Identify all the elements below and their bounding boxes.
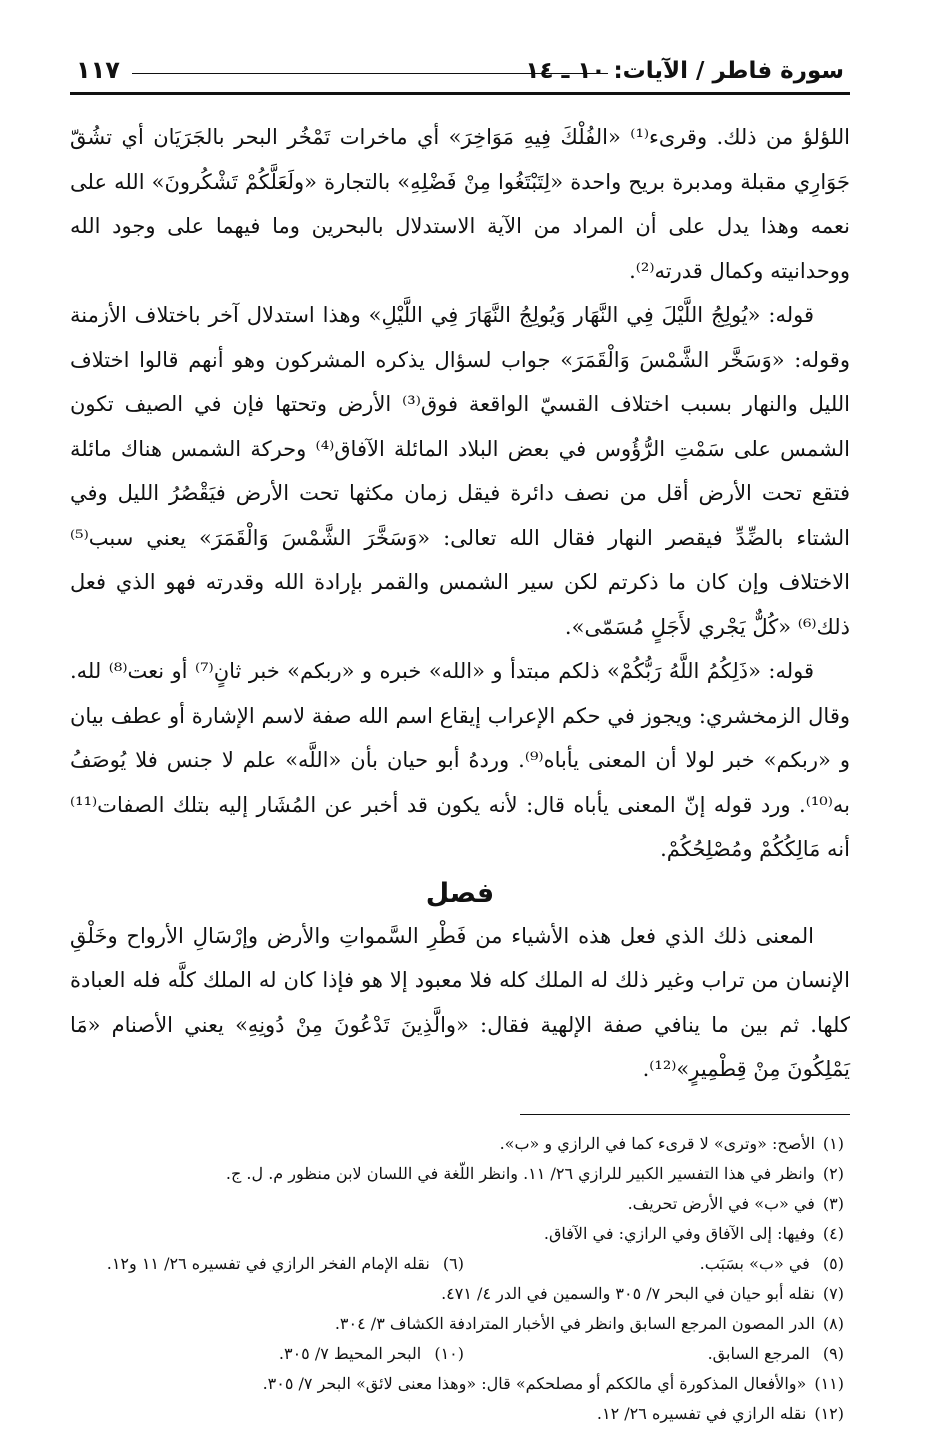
section-heading: فصل [425,877,495,909]
footnote-text: نقله الرازي في تفسيره ٢٦/ ١٢. [596,1403,807,1423]
footnote-text: الدر المصون المرجع السابق وانظر في الأخبار المترادفة الكشاف ٣/ ٣٠٤. [334,1313,815,1333]
footnote [70,1189,844,1219]
footnote-number: (٧) [822,1283,844,1303]
footnote-number: (١١) [814,1373,844,1393]
footnote [279,1339,464,1369]
paragraph: قوله: «ذَلِكُمُ اللَّهُ رَبُّكُمْ» ذلكم مبتدأ و «الله» خبره و «ربكم» خبر ثانٍ⁽⁷⁾ أو نعت⁽⁸⁾ لله. وقال الزمخشري: ويجوز في حكم الإعراب إيقاع اسم الله صفة لاسم الإشارة أو عطف بيان و «ربكم» خبر لولا أن المعنى يأباه⁽⁹⁾. وردهُ أبو حيان بأن «اللَّه» علم لا جنس فلا يُوصَفُ به⁽¹⁰⁾. ورد قوله إنّ المعنى يأباه قال: لأنه يكون قد أخبر عن المُشَار إليه بتلك الصفات⁽¹¹⁾ أنه مَالِكُكُمْ ومُصْلِحُكُمْ. [70,659,850,861]
paragraph: المعنى ذلك الذي فعل هذه الأشياء من فَطْرِ السَّمواتِ والأرض وإرْسَالِ الأرواح وخَلْقِ الإنسان من تراب وغير ذلك له الملك كله فلا معبود إلا هو فإذا كان له الملك كلَّه فله العبادة كلها. ثم بين ما ينافي صفة الإلهية فقال: «والَّذِينَ تَدْعُونَ مِنْ دُونِهِ» يعني الأصنام «مَا يَمْلِكُونَ مِنْ قِطْمِيرٍ»⁽¹²⁾. [70,923,850,1081]
footnote-text: البحر المحيط ٧/ ٣٠٥. [278,1343,422,1363]
footnote-text: نقله الإمام الفخر الرازي في تفسيره ٢٦/ ١١ و١٢. [106,1253,430,1273]
footnotes [70,1129,850,1429]
footnote [464,1249,844,1279]
footnote-number: (٤) [822,1223,844,1243]
footnote-pair [70,1249,844,1279]
footnote-number: (٩) [822,1343,844,1363]
footnote [70,1279,844,1309]
footnote [70,1219,844,1249]
paragraph: قوله: «يُولِجُ اللَّيْلَ فِي النَّهَار وَيُولِجُ النَّهَارَ فِي اللَّيْلِ» وهذا استدلال آخر باختلاف الأزمنة وقوله: «وَسَخَّر الشَّمْسَ وَالْقَمَرَ» جواب لسؤال يذكره المشركون وهو أنهم قالوا اختلاف الليل والنهار بسبب اختلاف القسيّ الواقعة فوق⁽³⁾ الأرض وتحتها فإن في الصيف تكون الشمس على سَمْتِ الرُّؤُوس في بعض البلاد المائلة الآفاق⁽⁴⁾ وحركة الشمس هناك مائلة فتقع تحت الأرض أقل من نصف دائرة فيقل زمان مكثها تحت الأرض فيَقْصُرُ الليل وفي الشتاء بالضِّدِّ فيقصر النهار فقال الله تعالى: «وَسَخَّرَ الشَّمْسَ وَالْقَمَرَ» يعني سبب⁽⁵⁾ الاختلاف وإن كان ما ذكرتم لكن سير الشمس والقمر بإرادة الله وقدرته فهو الذي فعل ذلك⁽⁶⁾ «كُلٌّ يَجْري لأَجَلٍ مُسَمّى». [70,303,851,639]
footnote [70,1309,844,1339]
footnote-pair [70,1339,844,1369]
footnote-number: (٢) [822,1163,844,1183]
footnote-text: «والأفعال المذكورة أي مالككم أو مصلحكم» قال: «وهذا معنى لائق» البحر ٧/ ٣٠٥. [262,1373,807,1393]
footnote [107,1249,464,1279]
paragraph: اللؤلؤ من ذلك. وقرىء⁽¹⁾ «الفُلْكَ فِيهِ مَوَاخِرَ» أي ماخرات تَمْخُر البحر بالجَرَيَان أي تشُقّ جَوَارِي مقبلة ومدبرة بريح واحدة «لِتَبْتَغُوا مِنْ فَضْلِهِ» بالتجارة «ولَعَلَّكُمْ تَشْكُرونَ» الله على نعمه وهذا يدل على أن المراد من الآية الاستدلال بالبحرين وما فيهما على وجود الله ووحدانيته وكمال قدرته⁽²⁾. [70,125,850,283]
footnote-number: (١) [822,1133,844,1153]
page-header [70,40,850,95]
footnote-divider [520,1114,850,1115]
footnote-text: الأصح: «وترى» لا قرىء كما في الرازي و «ب». [499,1133,815,1153]
footnote [70,1159,844,1189]
footnote-text: في «ب» في الأرض تحريف. [627,1193,815,1213]
footnote [70,1369,844,1399]
page-number: ١١٧ [76,56,120,84]
footnote-number: (١٢) [814,1403,844,1423]
footnote-text: وفيها: إلى الآفاق وفي الرازي: في الآفاق. [543,1223,815,1243]
footnote [70,1399,844,1429]
main-text [70,115,850,1092]
footnote-text: نقله أبو حيان في البحر ٧/ ٣٠٥ والسمين في الدر ٤/ ٤٧١. [441,1283,815,1303]
footnote [70,1129,844,1159]
footnote-number: (٥) [822,1253,844,1273]
footnote-text: المرجع السابق. [707,1343,810,1363]
running-title: سورة فاطر / الآيات: ١٠ ـ ١٤ [525,58,844,84]
book-page [70,40,851,1423]
footnote-text: في «ب» بسَبَب. [699,1253,810,1273]
header-rule [132,73,608,74]
footnote-number: (٨) [822,1313,844,1333]
footnote-number: (٦) [442,1253,464,1273]
footnote-number: (١٠) [434,1343,464,1363]
footnote-text: وانظر في هذا التفسير الكبير للرازي ٢٦/ ١١. وانظر اللّغة في اللسان لابن منظور م. ل. ج. [225,1163,815,1183]
footnote [464,1339,844,1369]
footnote-number: (٣) [822,1193,844,1213]
